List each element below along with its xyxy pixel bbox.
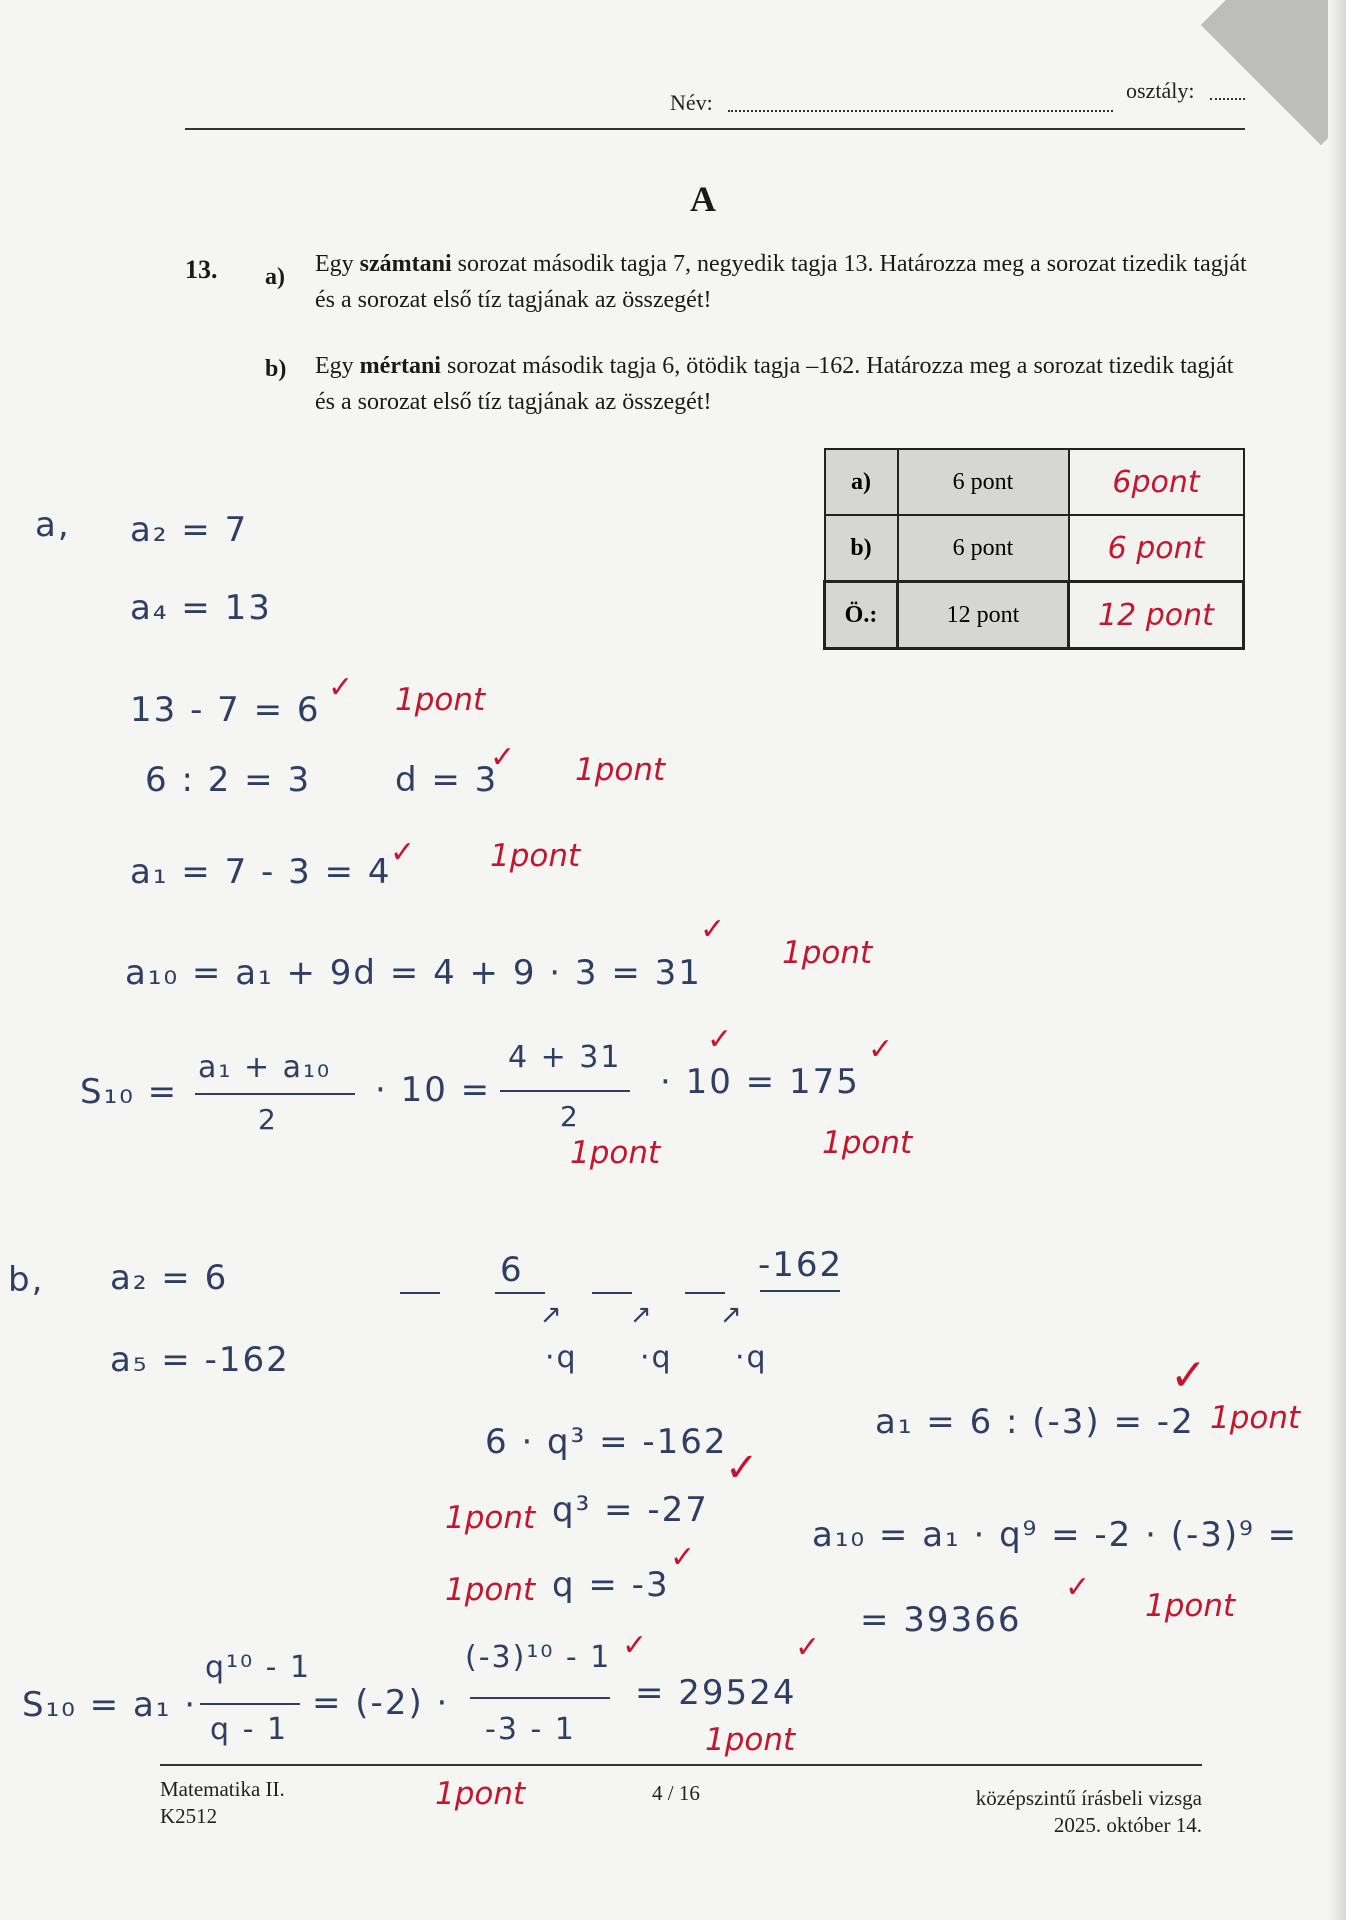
- hw-fraction-denominator: q - 1: [210, 1712, 289, 1747]
- name-label: Név:: [670, 90, 713, 115]
- grading-note: 1pont: [490, 838, 581, 874]
- check-mark-icon: ✓: [868, 1032, 894, 1067]
- score-table: [823, 448, 1245, 650]
- check-mark-icon: ✓: [670, 1540, 696, 1575]
- arrow-icon: ↗: [540, 1300, 564, 1330]
- hw-b-sum-end: = 29524: [635, 1673, 797, 1713]
- score-max-points: 12 pont: [898, 582, 1069, 649]
- grading-note: 1pont: [782, 935, 873, 971]
- footer-right: [880, 1785, 1202, 1839]
- hw-a-line: a₁ = 7 - 3 = 4: [130, 852, 392, 892]
- part-a-label: a): [265, 264, 285, 290]
- hw-seq-term: 6: [500, 1250, 524, 1290]
- hw-b-line: a₅ = -162: [110, 1340, 290, 1380]
- check-mark-icon: ✓: [707, 1022, 733, 1057]
- footer-rule: [160, 1764, 1202, 1766]
- hw-seq-term: -162: [758, 1245, 844, 1285]
- score-awarded: 12 pont: [1069, 582, 1244, 649]
- problem-number: 13.: [185, 255, 218, 284]
- page-edge-shadow: [1328, 0, 1346, 1920]
- grading-note: 1pont: [395, 682, 486, 718]
- hw-a-sum-lhs: S₁₀ =: [80, 1072, 179, 1112]
- fraction-bar: [470, 1697, 610, 1699]
- score-awarded: 6pont: [1069, 449, 1244, 515]
- score-awarded: 6 pont: [1069, 515, 1244, 582]
- score-max-points: 6 pont: [898, 449, 1069, 515]
- sequence-blank: [592, 1292, 632, 1294]
- score-row-a: [825, 449, 1244, 515]
- footer-left: [160, 1776, 285, 1830]
- name-dotted-line: [728, 110, 1113, 112]
- hw-b-a10: a₁₀ = a₁ · q⁹ = -2 · (-3)⁹ =: [812, 1515, 1299, 1555]
- grading-note: 1pont: [445, 1500, 536, 1536]
- hw-fraction-denominator: 2: [560, 1100, 580, 1133]
- arrow-icon: ↗: [630, 1300, 654, 1330]
- folded-corner: [1201, 0, 1346, 145]
- hw-ratio: ·q: [545, 1340, 578, 1375]
- hw-a-line: a₁₀ = a₁ + 9d = 4 + 9 · 3 = 31: [125, 953, 702, 993]
- footer-code: K2512: [160, 1804, 218, 1828]
- hw-b-a1: a₁ = 6 : (-3) = -2: [875, 1402, 1195, 1442]
- hw-fraction-numerator: (-3)¹⁰ - 1: [465, 1640, 612, 1675]
- hw-a-line: 6 : 2 = 3: [145, 760, 312, 800]
- footer-subject: Matematika II.: [160, 1777, 285, 1801]
- hw-fraction-numerator: q¹⁰ - 1: [205, 1650, 312, 1685]
- grading-note: 1pont: [1210, 1400, 1301, 1436]
- sequence-blank: [760, 1290, 840, 1292]
- hw-a-line: d = 3: [395, 760, 499, 800]
- check-mark-icon: ✓: [1065, 1570, 1091, 1605]
- hw-ratio: ·q: [735, 1340, 768, 1375]
- fraction-bar: [195, 1093, 355, 1095]
- class-label: osztály:: [1126, 78, 1195, 103]
- check-mark-icon: ✓: [390, 835, 416, 870]
- hw-a-line: a₄ = 13: [130, 588, 272, 628]
- footer-exam-level: középszintű írásbeli vizsga: [975, 1786, 1202, 1810]
- hw-a-line: 13 - 7 = 6: [130, 690, 321, 730]
- part-b-text: Egy mértani sorozat második tagja 6, ötödik tagja –162. Határozza meg a sorozat tizedik tagját és a sorozat első tíz tagjának az összegét!: [315, 353, 1234, 415]
- hw-b-eq: q³ = -27: [552, 1490, 709, 1530]
- grading-note: 1pont: [822, 1125, 913, 1161]
- check-mark-icon: ✓: [700, 912, 726, 947]
- check-mark-icon: ✓: [725, 1445, 759, 1491]
- sequence-blank: [685, 1292, 725, 1294]
- score-row-label: a): [825, 449, 898, 515]
- grading-note: 1pont: [575, 752, 666, 788]
- footer-page-number: 4 / 16: [652, 1781, 700, 1805]
- hw-fraction-numerator: 4 + 31: [508, 1040, 622, 1075]
- hw-part-a-label: a,: [35, 505, 71, 545]
- check-mark-icon: ✓: [490, 740, 516, 775]
- check-mark-icon: ✓: [328, 670, 354, 705]
- check-mark-icon: ✓: [795, 1630, 821, 1665]
- header-rule: [185, 128, 1245, 130]
- hw-a-line: a₂ = 7: [130, 510, 249, 550]
- grading-note: 1pont: [435, 1776, 526, 1812]
- hw-b-eq: 6 · q³ = -162: [485, 1422, 728, 1462]
- hw-b-a10-result: = 39366: [860, 1600, 1022, 1640]
- grading-note: 1pont: [445, 1572, 536, 1608]
- class-dotted-line: [1210, 98, 1245, 100]
- grading-note: 1pont: [570, 1135, 661, 1171]
- hw-b-line: a₂ = 6: [110, 1258, 229, 1298]
- score-row-label: b): [825, 515, 898, 582]
- fraction-bar: [200, 1703, 300, 1705]
- footer-exam-date: 2025. október 14.: [1053, 1813, 1202, 1837]
- grading-note: 1pont: [1145, 1588, 1236, 1624]
- hw-b-sum-lhs: S₁₀ = a₁ ·: [22, 1685, 198, 1725]
- fraction-bar: [500, 1090, 630, 1092]
- hw-a-sum-end: · 10 = 175: [660, 1062, 860, 1102]
- grading-note: 1pont: [705, 1722, 796, 1758]
- hw-b-sum-mid: = (-2) ·: [312, 1683, 450, 1723]
- hw-a-sum-mid: · 10 =: [375, 1070, 492, 1110]
- hw-part-b-label: b,: [8, 1260, 45, 1300]
- sequence-blank: [495, 1292, 545, 1294]
- score-row-label: Ö.:: [825, 582, 898, 649]
- hw-b-eq: q = -3: [552, 1565, 670, 1605]
- score-row-total: [825, 582, 1244, 649]
- hw-ratio: ·q: [640, 1340, 673, 1375]
- hw-fraction-numerator: a₁ + a₁₀: [198, 1050, 332, 1085]
- hw-fraction-denominator: 2: [258, 1103, 278, 1136]
- part-b-label: b): [265, 356, 287, 382]
- score-row-b: [825, 515, 1244, 582]
- check-mark-icon: ✓: [1170, 1350, 1207, 1401]
- part-a-text: Egy számtani sorozat második tagja 7, negyedik tagja 13. Határozza meg a sorozat tizedik tagját és a sorozat első tíz tagjának az összegét!: [315, 251, 1247, 313]
- arrow-icon: ↗: [720, 1300, 744, 1330]
- section-title: A: [690, 179, 716, 219]
- sequence-blank: [400, 1292, 440, 1294]
- score-max-points: 6 pont: [898, 515, 1069, 582]
- hw-fraction-denominator: -3 - 1: [485, 1712, 576, 1747]
- check-mark-icon: ✓: [622, 1628, 648, 1663]
